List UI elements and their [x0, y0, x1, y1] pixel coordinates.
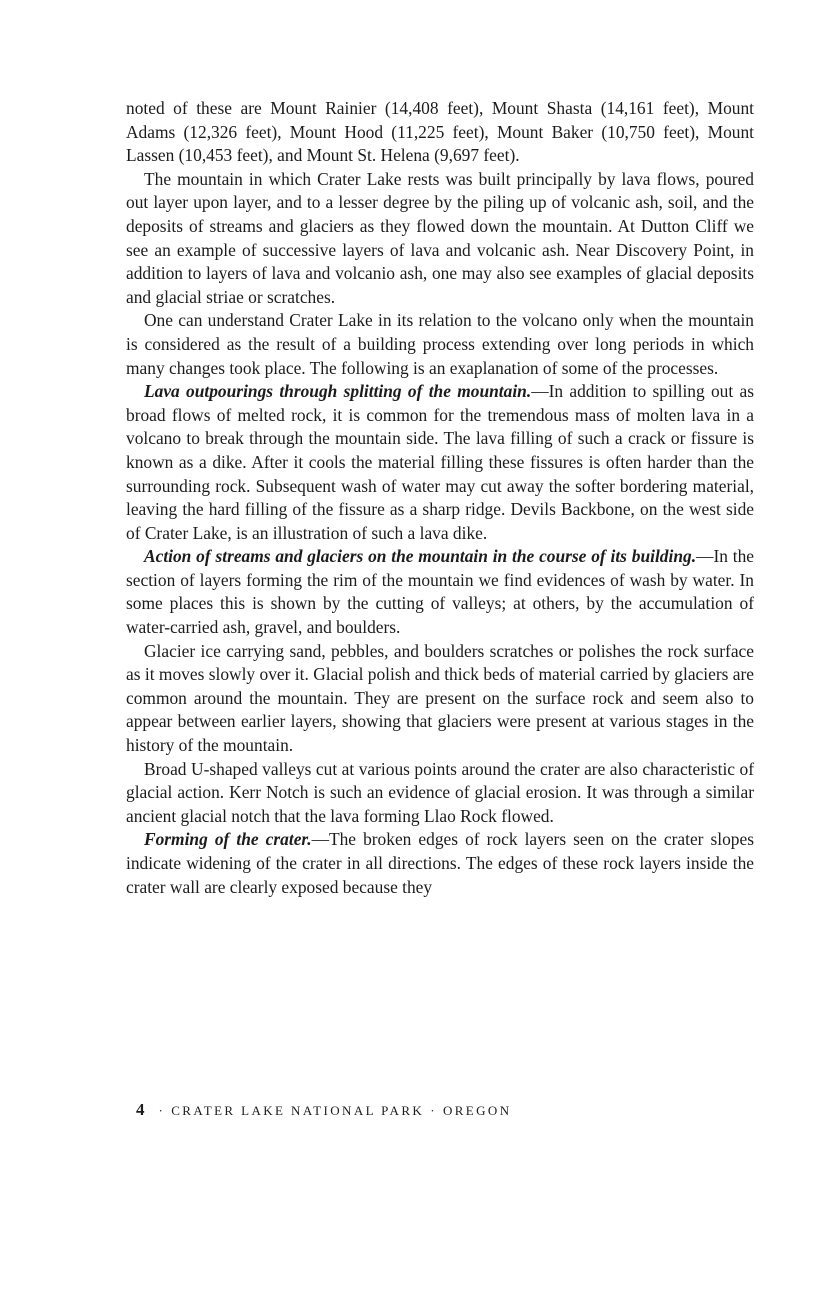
- page-number: 4: [136, 1100, 145, 1119]
- paragraph-1: [126, 97, 754, 168]
- separator-dot: ·: [158, 1103, 166, 1118]
- section-heading-streams-glaciers: Action of streams and glaciers on the mountain in the course of its building.: [144, 546, 697, 567]
- paragraph-text: noted of these are Mount Rainier (14,408 feet), Mount Shasta (14,161 feet), Mount Adams (12,326 feet), Mount Hood (11,225 feet), Mount Baker (10,750 feet), Mount Lassen (10,453 feet), and Mount St. Helena (9,697 feet).: [126, 98, 754, 166]
- page-body: [126, 97, 754, 899]
- paragraph-text: One can understand Crater Lake in its relation to the volcano only when the mountain is considered as the result of a building process extending over long periods in which many changes took place. The following is an exaplanation of some of the processes.: [126, 310, 754, 378]
- paragraph-7: [126, 758, 754, 829]
- page-footer: [136, 1100, 512, 1120]
- paragraph-text: —The broken edges of rock layers seen on the crater slopes indicate widening of the crater in all directions. The edges of these rock layers inside the crater wall are clearly exposed because they: [126, 829, 754, 897]
- section-heading-forming-crater: Forming of the crater.: [144, 829, 312, 850]
- paragraph-text: The mountain in which Crater Lake rests was built principally by lava flows, poured out layer upon layer, and to a lesser degree by the piling up of volcanic ash, soil, and the deposits of streams and glaciers as they flowed down the mountain. At Dutton Cliff we see an example of successive layers of lava and volcanic ash. Near Discovery Point, in addition to layers of lava and volcanio ash, one may also see examples of glacial deposits and glacial striae or scratches.: [126, 168, 754, 307]
- footer-title: CRATER LAKE NATIONAL PARK: [171, 1103, 425, 1118]
- section-heading-lava-outpourings: Lava outpourings through splitting of the mountain.: [144, 381, 532, 402]
- paragraph-text: —In the section of layers forming the rim of the mountain we find evidences of wash by water. In some places this is shown by the cutting of valleys; at others, by the accumulation of water-carried ash, gravel, and boulders.: [126, 546, 754, 638]
- separator-dot: ·: [430, 1103, 437, 1118]
- paragraph-5: [126, 545, 754, 639]
- footer-state: OREGON: [442, 1103, 512, 1118]
- paragraph-text: Broad U-shaped valleys cut at various points around the crater are also characteristic of glacial action. Kerr Notch is such an evidence of glacial erosion. It was through a similar ancient glacial notch that the lava forming Llao Rock flowed.: [126, 758, 754, 826]
- paragraph-2: [126, 168, 754, 310]
- paragraph-4: [126, 380, 754, 545]
- paragraph-3: [126, 309, 754, 380]
- paragraph-text: —In addition to spilling out as broad flows of melted rock, it is common for the tremendous mass of molten lava in a volcano to break through the mountain side. The lava filling of such a crack or fissure is known as a dike. After it cools the material filling these fissures is often harder than the surrounding rock. Subsequent wash of water may cut away the softer bordering material, leaving the hard filling of the fissure as a sharp ridge. Devils Backbone, on the west side of Crater Lake, is an illustration of such a lava dike.: [126, 381, 755, 543]
- paragraph-text: Glacier ice carrying sand, pebbles, and boulders scratches or polishes the rock surface as it moves slowly over it. Glacial polish and thick beds of material carried by glaciers are common around the mountain. They are present on the surface rock and seem also to appear between earlier layers, showing that glaciers were present at various stages in the history of the mountain.: [126, 640, 754, 756]
- paragraph-6: [126, 640, 754, 758]
- paragraph-8: [126, 828, 754, 899]
